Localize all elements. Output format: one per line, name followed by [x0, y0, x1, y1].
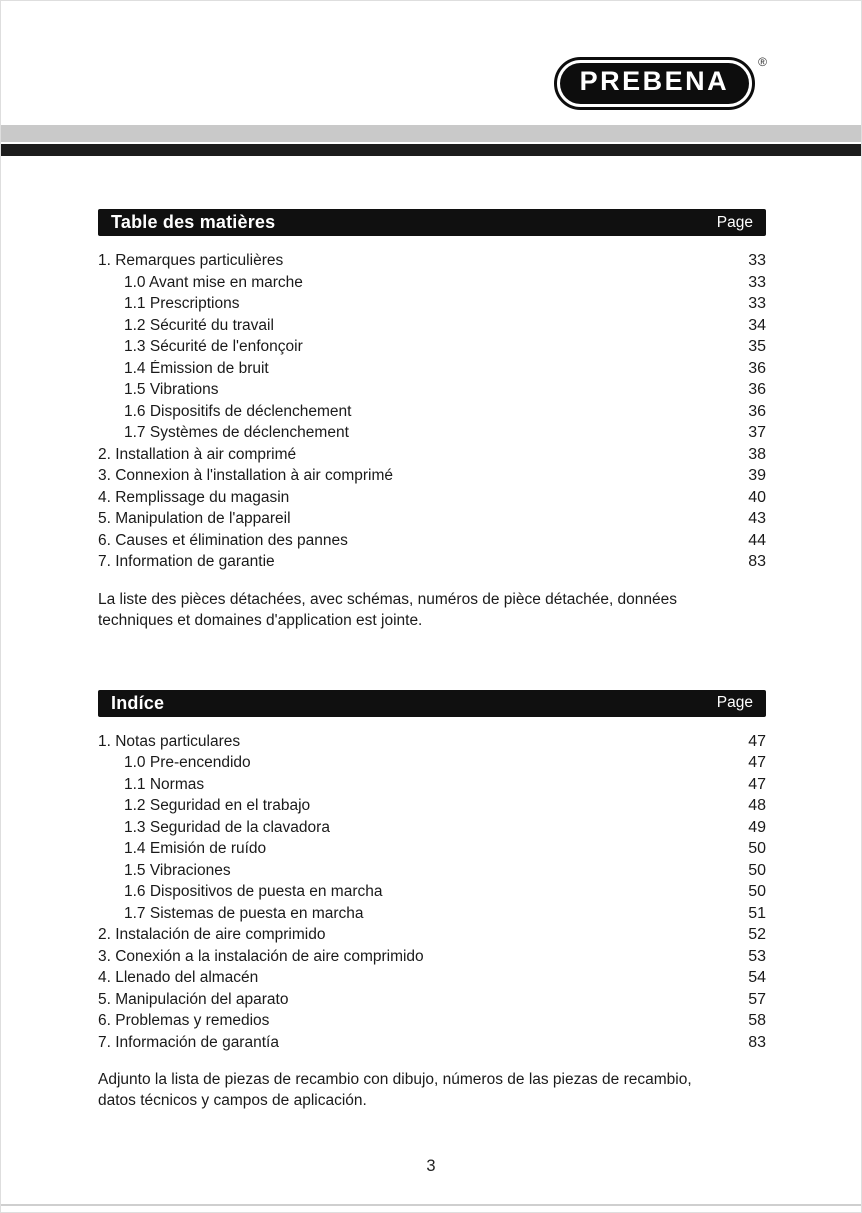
toc-entry — [98, 948, 766, 970]
toc-entry-page: 36 — [748, 381, 766, 398]
toc-entry — [98, 991, 766, 1013]
toc-entry-page: 36 — [748, 359, 766, 377]
toc-entry-label: 5. Manipulación del aparato — [98, 990, 289, 1008]
toc-entry — [98, 360, 766, 382]
toc-entry — [98, 510, 766, 532]
section-title: Indíce — [111, 692, 165, 713]
toc-entry-label: 1.6 Dispositifs de déclenchement — [124, 402, 352, 420]
toc-entry-page: 57 — [748, 990, 766, 1008]
toc-entry-label: 4. Remplissage du magasin — [98, 488, 290, 506]
bottom-edge-rule — [1, 1204, 861, 1206]
toc-entry-label: 5. Manipulation de l'appareil — [98, 510, 291, 527]
toc-spanish-section — [98, 690, 766, 1112]
toc-entry-page: 35 — [748, 338, 766, 355]
toc-entry-label: 1. Notas particulares — [98, 732, 241, 750]
toc-entry-page: 33 — [748, 295, 766, 312]
toc-entry — [98, 403, 766, 425]
prebena-logo — [554, 57, 756, 110]
toc-entry-page: 51 — [748, 904, 766, 922]
toc-entry-page: 83 — [748, 553, 766, 570]
toc-entry-page: 50 — [748, 883, 766, 900]
toc-entry-page: 44 — [748, 531, 766, 549]
toc-entry-page: 47 — [748, 754, 766, 771]
toc-entry — [98, 338, 766, 360]
toc-entry-label: 7. Información de garantía — [98, 1033, 279, 1051]
registered-mark: ® — [758, 55, 767, 69]
toc-entry — [98, 776, 766, 798]
toc-entry-label: 1.1 Normas — [124, 775, 205, 793]
toc-entry-label: 2. Instalación de aire comprimido — [98, 926, 326, 943]
toc-entry-label: 1.7 Sistemas de puesta en marcha — [124, 904, 364, 922]
toc-entry — [98, 446, 766, 468]
toc-entry-label: 6. Problemas y remedios — [98, 1012, 270, 1029]
toc-entry-label: 1.5 Vibraciones — [124, 861, 231, 879]
toc-entry-label: 1.7 Systèmes de déclenchement — [124, 424, 349, 441]
toc-french-section — [98, 209, 766, 631]
toc-entry-page: 43 — [748, 510, 766, 527]
toc-entry — [98, 905, 766, 927]
toc-spanish-note: Adjunto la lista de piezas de recambio con dibujo, números de las piezas de recambio, datos técnicos y campos de aplicación. — [98, 1071, 692, 1109]
toc-entry — [98, 532, 766, 554]
divider-black-bar — [1, 144, 861, 156]
toc-entry — [98, 883, 766, 905]
prebena-logo-inner — [560, 63, 750, 104]
toc-entry — [98, 862, 766, 884]
toc-entry-label: 2. Installation à air comprimé — [98, 445, 297, 463]
page-column-label: Page — [716, 694, 753, 711]
toc-entry-label: 1.0 Pre-encendido — [124, 754, 251, 771]
toc-entry-label: 1.0 Avant mise en marche — [124, 273, 303, 291]
toc-spanish-header — [98, 690, 766, 717]
toc-entry-label: 1.5 Vibrations — [124, 381, 219, 398]
toc-entry-page: 47 — [748, 732, 766, 750]
toc-entry-page: 40 — [748, 488, 766, 506]
toc-entry — [98, 274, 766, 296]
toc-entry — [98, 840, 766, 862]
toc-entry-label: 1.4 Émission de bruit — [124, 359, 269, 377]
toc-entry-label: 3. Conexión a la instalación de aire comprimido — [98, 947, 424, 965]
toc-entry-page: 50 — [748, 861, 766, 879]
toc-entry-page: 47 — [748, 775, 766, 793]
toc-entry-label: 3. Connexion à l'installation à air comprimé — [98, 467, 394, 484]
brand-text: PREBENA — [579, 66, 730, 96]
content-column — [98, 209, 766, 1111]
section-title: Table des matières — [111, 212, 276, 232]
toc-entry-page: 53 — [748, 947, 766, 965]
page-column-label: Page — [716, 213, 753, 231]
toc-entry-label: 1.2 Seguridad en el trabajo — [124, 797, 311, 814]
toc-entry — [98, 489, 766, 511]
toc-entry-page: 83 — [748, 1033, 766, 1051]
toc-entry — [98, 819, 766, 841]
toc-entry-label: 1.1 Prescriptions — [124, 295, 240, 312]
toc-entry — [98, 317, 766, 339]
toc-entry-page: 39 — [748, 467, 766, 484]
toc-entry-page: 48 — [748, 797, 766, 814]
toc-french-header — [98, 209, 766, 236]
toc-french-note: La liste des pièces détachées, avec schémas, numéros de pièce détachée, données techniques et domaines d'application est jointe. — [98, 590, 678, 629]
toc-entry — [98, 797, 766, 819]
toc-entry-label: 1.3 Sécurité de l'enfonçoir — [124, 338, 303, 355]
toc-entry-label: 1.3 Seguridad de la clavadora — [124, 818, 330, 836]
toc-entry — [98, 969, 766, 991]
toc-entry-page: 33 — [748, 252, 766, 269]
toc-entry — [98, 754, 766, 776]
header-logo-row — [98, 57, 767, 110]
toc-entry-page: 33 — [748, 273, 766, 291]
toc-entry-page: 34 — [748, 316, 766, 334]
toc-entry — [98, 295, 766, 317]
toc-entry-page: 36 — [748, 402, 766, 420]
page-number: 3 — [426, 1157, 436, 1175]
toc-french-list — [98, 252, 766, 575]
toc-entry-label: 7. Information de garantie — [98, 553, 275, 570]
toc-entry — [98, 553, 766, 575]
toc-entry-page: 50 — [748, 840, 766, 857]
toc-entry-page: 58 — [748, 1012, 766, 1029]
toc-entry-label: 1.6 Dispositivos de puesta en marcha — [124, 883, 383, 900]
toc-entry — [98, 1012, 766, 1034]
toc-entry — [98, 252, 766, 274]
toc-entry-page: 37 — [748, 424, 766, 441]
divider-gray-bar — [1, 125, 861, 142]
toc-entry-page: 49 — [748, 818, 766, 836]
toc-entry — [98, 467, 766, 489]
toc-entry — [98, 424, 766, 446]
toc-entry — [98, 733, 766, 755]
toc-entry-label: 4. Llenado del almacén — [98, 969, 259, 986]
toc-entry-label: 6. Causes et élimination des pannes — [98, 531, 348, 549]
toc-entry-label: 1.4 Emisión de ruído — [124, 840, 267, 857]
toc-entry-page: 54 — [748, 969, 766, 986]
toc-entry-label: 1. Remarques particulières — [98, 252, 284, 269]
toc-entry — [98, 926, 766, 948]
toc-spanish-list — [98, 733, 766, 1056]
toc-entry — [98, 1034, 766, 1056]
toc-entry-label: 1.2 Sécurité du travail — [124, 316, 274, 334]
toc-entry-page: 52 — [748, 926, 766, 943]
toc-entry-page: 38 — [748, 445, 766, 463]
toc-entry — [98, 381, 766, 403]
